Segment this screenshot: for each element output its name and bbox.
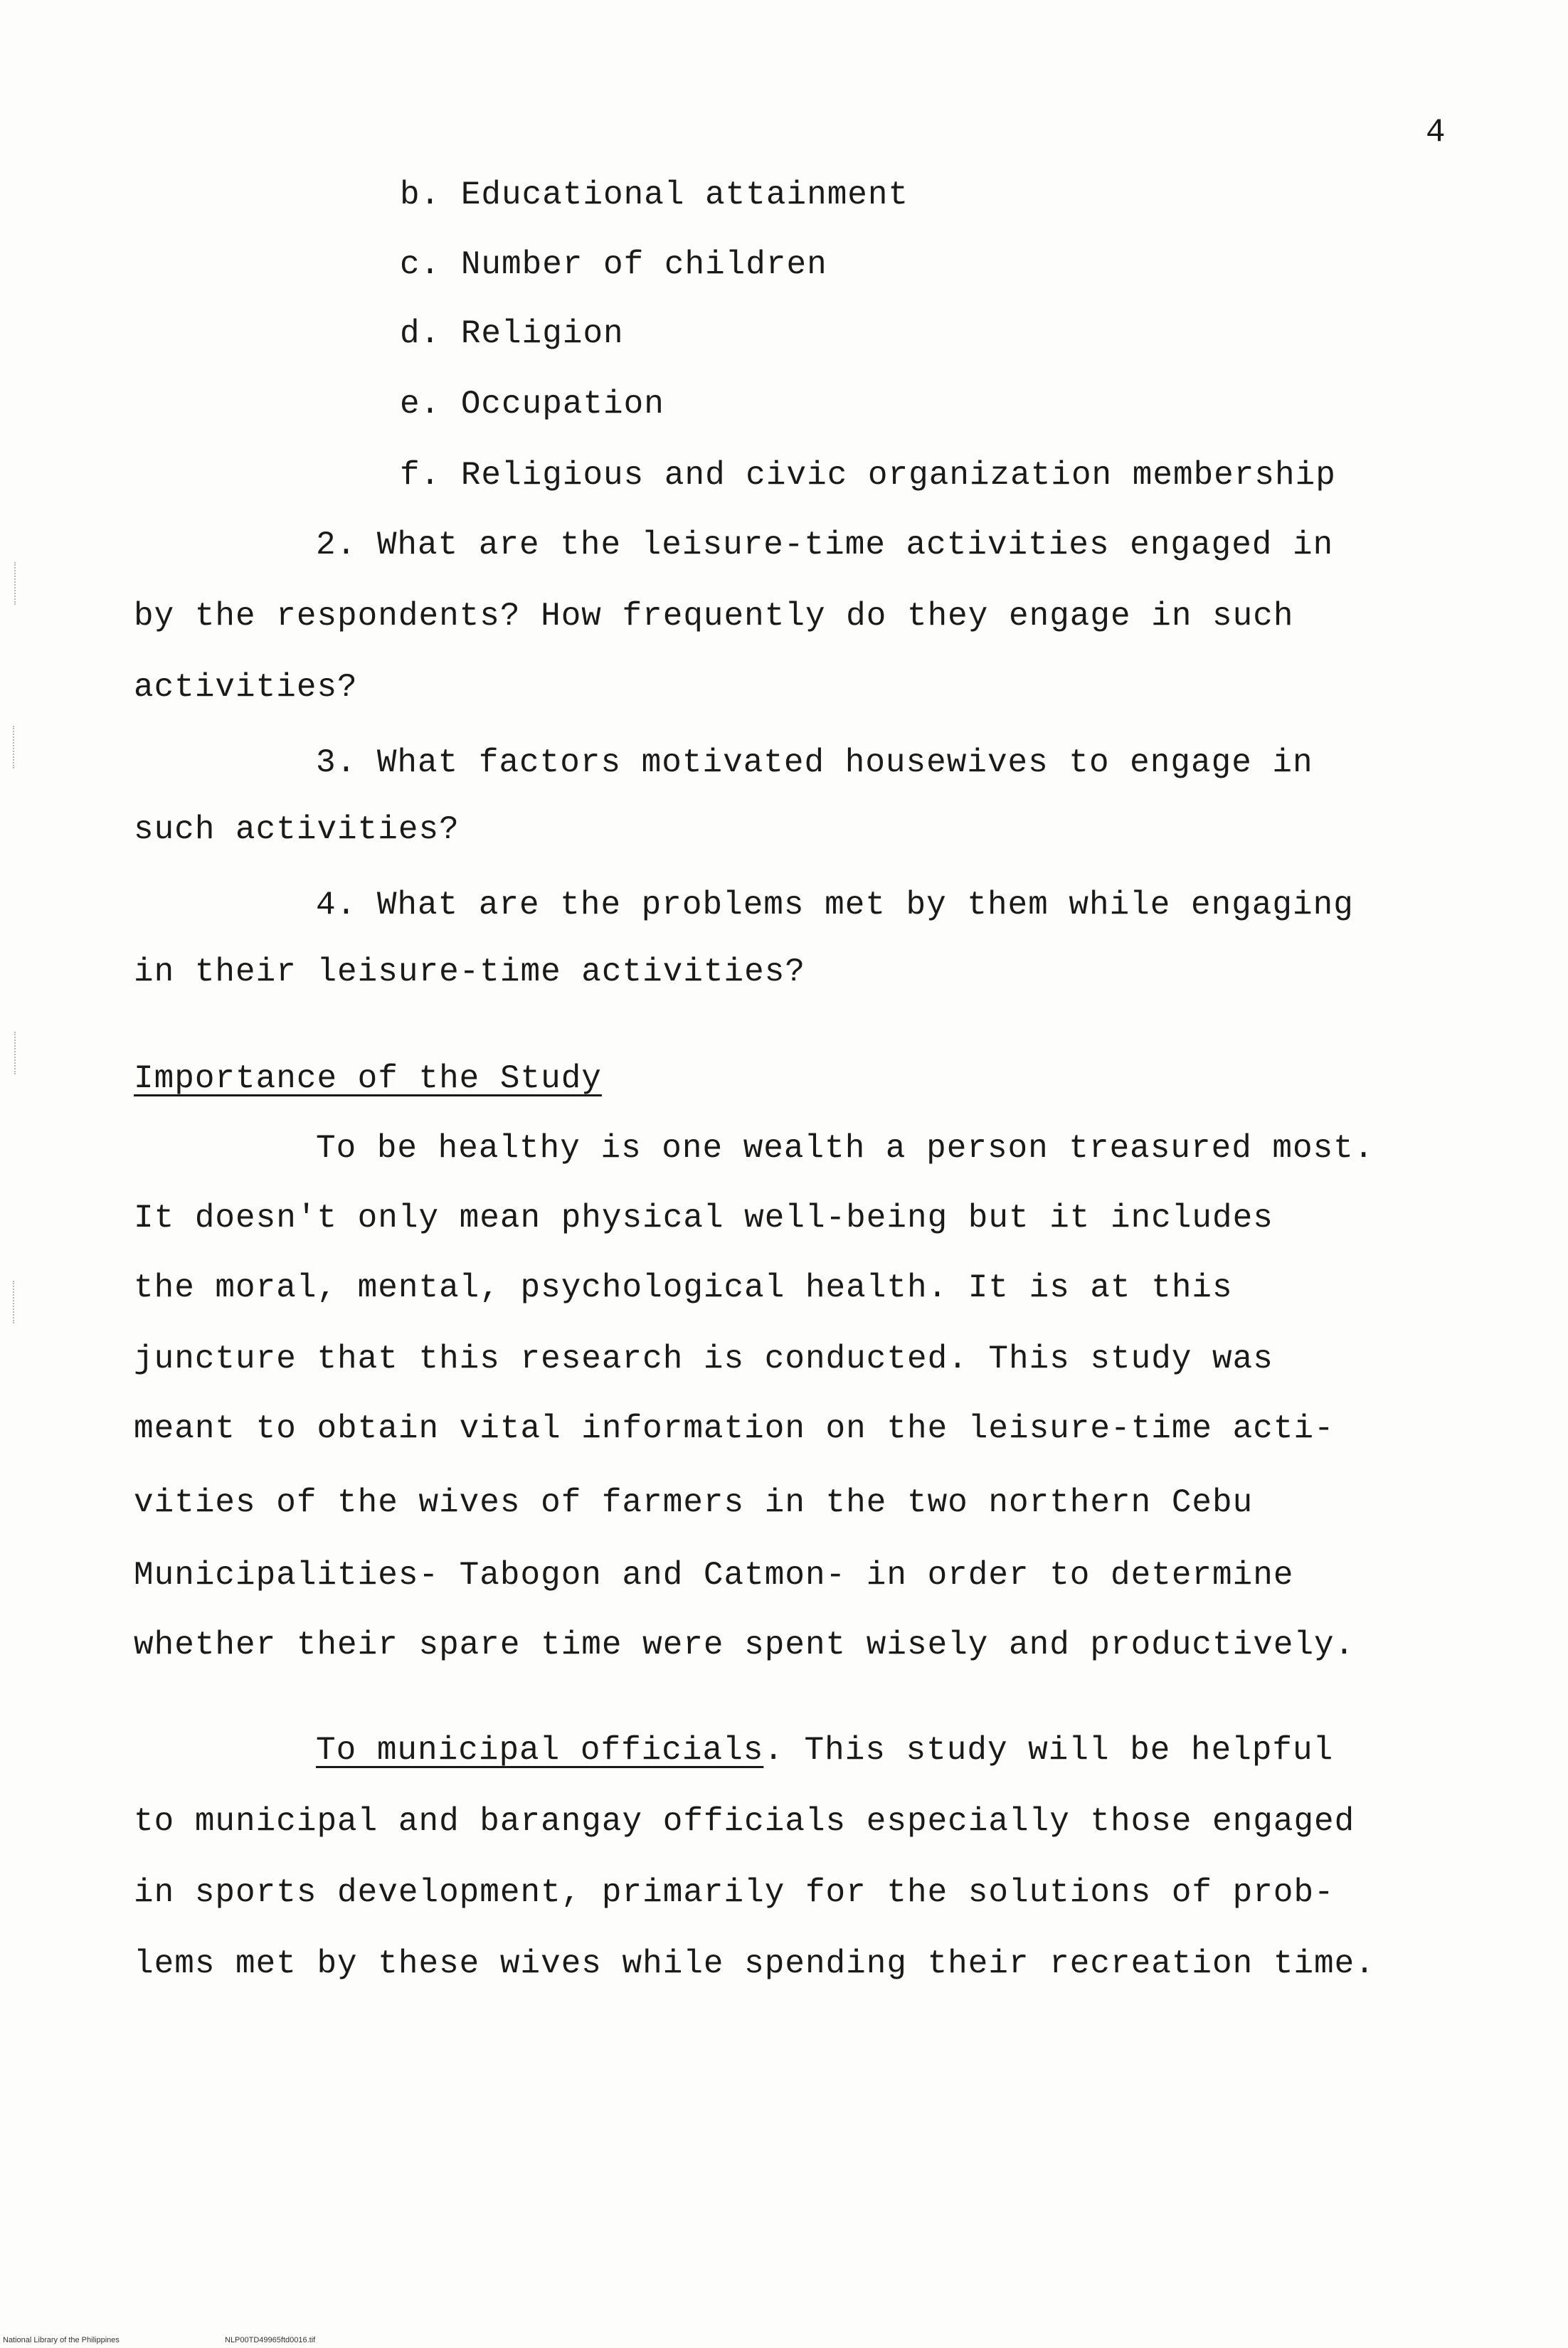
question-3-line-2: such activities? <box>134 811 460 848</box>
importance-line-2: It doesn't only mean physical well-being but it includes <box>134 1200 1273 1237</box>
importance-line-1: To be healthy is one wealth a person treasured most. <box>316 1130 1374 1167</box>
question-2-line-2: by the respondents? How frequently do they engage in such <box>134 598 1294 635</box>
subheading-municipal-officials: To municipal officials <box>316 1732 764 1769</box>
section-heading-importance: Importance of the Study <box>134 1060 602 1097</box>
municipal-line-1 <box>316 1730 1333 1770</box>
scan-artifact <box>14 562 19 605</box>
importance-line-7: Municipalities- Tabogon and Catmon- in order to determine <box>134 1557 1294 1594</box>
municipal-line-1-rest: . This study will be helpful <box>763 1732 1334 1769</box>
list-item-e: e. Occupation <box>400 386 664 423</box>
footer-library: National Library of the Philippines <box>3 2336 120 2344</box>
list-item-f: f. Religious and civic organization membership <box>400 457 1336 494</box>
question-4-line-2: in their leisure-time activities? <box>134 953 805 990</box>
importance-line-8: whether their spare time were spent wisely and productively. <box>134 1627 1355 1664</box>
scan-artifact <box>13 726 18 768</box>
municipal-line-3: in sports development, primarily for the solutions of prob- <box>134 1874 1335 1911</box>
importance-line-5: meant to obtain vital information on the leisure-time acti- <box>134 1410 1335 1447</box>
municipal-line-2: to municipal and barangay officials especially those engaged <box>134 1803 1355 1840</box>
importance-line-4: juncture that this research is conducted. This study was <box>134 1340 1273 1377</box>
scan-artifact <box>13 1281 18 1323</box>
question-2-line-1: 2. What are the leisure-time activities engaged in <box>316 527 1334 564</box>
list-item-d: d. Religion <box>400 315 624 352</box>
scan-artifact <box>14 1032 19 1074</box>
importance-line-6: vities of the wives of farmers in the two northern Cebu <box>134 1484 1254 1521</box>
list-item-b: b. Educational attainment <box>400 176 909 213</box>
question-3-line-1: 3. What factors motivated housewives to engage in <box>316 744 1313 781</box>
question-4-line-1: 4. What are the problems met by them while engaging <box>316 887 1354 924</box>
list-item-c: c. Number of children <box>400 246 827 283</box>
footer-file: NLP00TD49965ftd0016.tif <box>225 2336 316 2344</box>
question-2-line-3: activities? <box>134 669 358 706</box>
importance-line-3: the moral, mental, psychological health. It is at this <box>134 1269 1233 1306</box>
municipal-line-4: lems met by these wives while spending their recreation time. <box>134 1945 1375 1982</box>
page-number: 4 <box>1426 114 1446 151</box>
